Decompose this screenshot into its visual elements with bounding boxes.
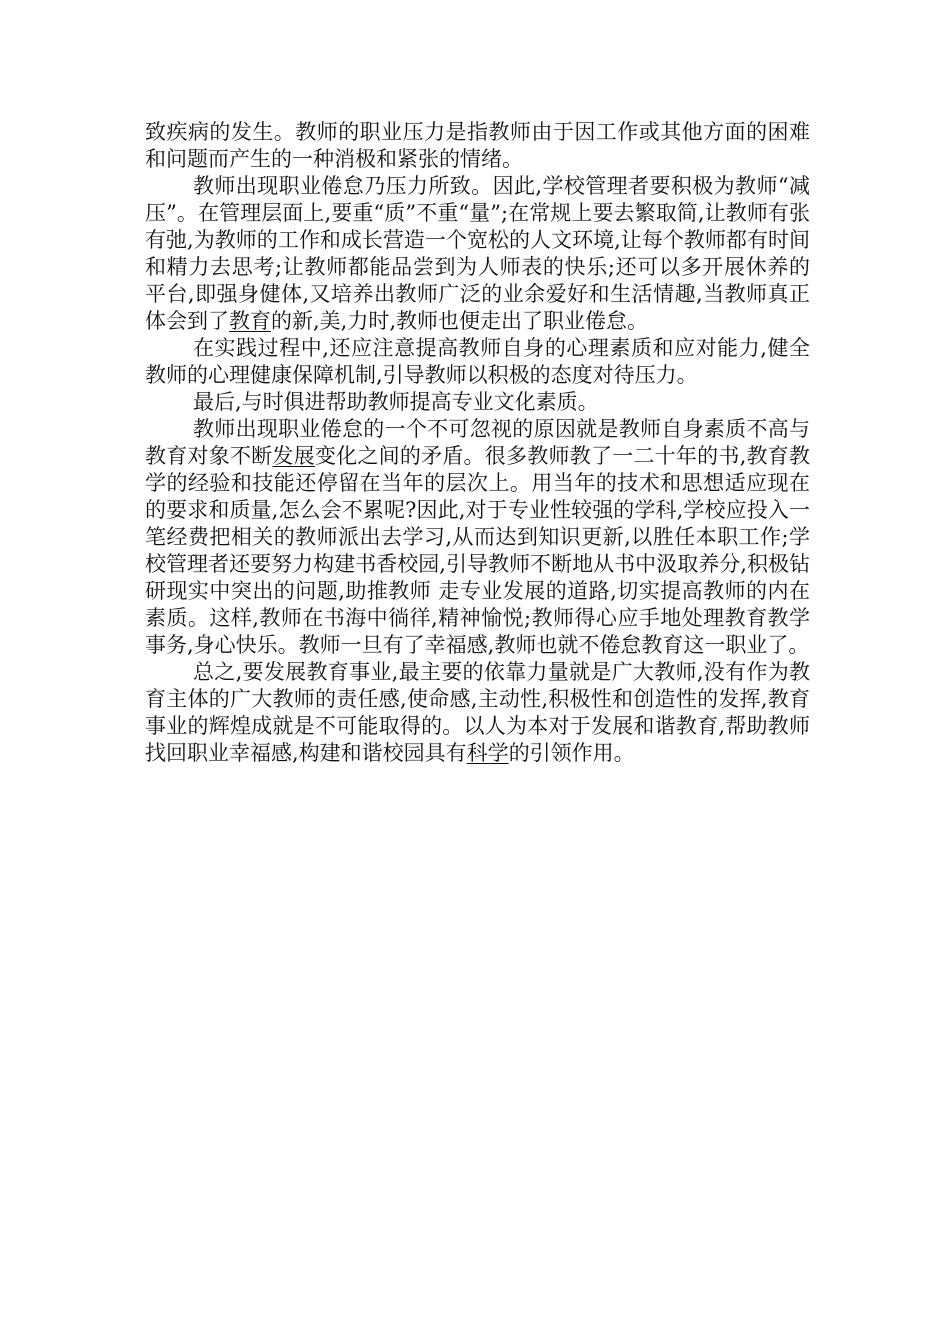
paragraph-6 — [145, 659, 810, 767]
paragraph-5 — [145, 416, 810, 659]
paragraph-2-text-b: 的新,美,力时,教师也便走出了职业倦怠。 — [271, 309, 649, 333]
link-fazhan[interactable]: 发展 — [272, 444, 315, 468]
link-kexue[interactable]: 科学 — [466, 741, 509, 765]
paragraph-3: 在实践过程中,还应注意提高教师自身的心理素质和应对能力,健全教师的心理健康保障机制,引导教师以积极的态度对待压力。 — [145, 336, 810, 387]
paragraph-5-text-b: 变化之间的矛盾。很多教师教了一二十年的书,教育教学的经验和技能还停留在当年的层次上。用当年的技术和思想适应现在的要求和质量,怎么会不累呢?因此,对于专业性较强的学科,学校应投入一笔经费把相关的教师派出去学习,从而达到知识更新,以胜任本职工作;学校管理者还要努力构建书香校园,引导教师不断地从书中汲取养分,积极钻研现实中突出的问题,助推教师 走专业发展的道路,切实提高教师的内在素质。这样,教师在书海中徜徉,精神愉悦;教师得心应手地处理教育教学事务,身心快乐。教师一旦有了幸福感,教师也就不倦怠教育这一职业了。 — [145, 444, 811, 657]
paragraph-1: 致疾病的发生。教师的职业压力是指教师由于因工作或其他方面的困难和问题而产生的一种消极和紧张的情绪。 — [145, 120, 810, 171]
paragraph-2 — [145, 173, 810, 335]
paragraph-6-text-b: 的引领作用。 — [508, 741, 635, 765]
link-jiaoyu[interactable]: 教育 — [229, 309, 271, 333]
paragraph-4: 最后,与时俱进帮助教师提高专业文化素质。 — [193, 390, 599, 414]
document-page — [145, 119, 810, 767]
paragraph-5-text-a: 教师出现职业倦怠的一个不可忽视的原因就是教师自身素质不高与教育对象不断 — [145, 417, 810, 468]
paragraph-2-text-a: 教师出现职业倦怠乃压力所致。因此,学校管理者要积极为教师“减压”。在管理层面上,要重“质”不重“量”;在常规上要去繁取简,让教师有张有弛,为教师的工作和成长营造一个宽松的人文环境,让每个教师都有时间和精力去思考;让教师都能品尝到为人师表的快乐;还可以多开展休养的平台,即强身健体,又培养出教师广泛的业余爱好和生活情趣,当教师真正体会到了 — [145, 174, 810, 333]
paragraph-6-text-a: 总之,要发展教育事业,最主要的依靠力量就是广大教师,没有作为教育主体的广大教师的责任感,使命感,主动性,积极性和创造性的发挥,教育事业的辉煌成就是不可能取得的。以人为本对于发展和谐教育,帮助教师找回职业幸福感,构建和谐校园具有 — [145, 660, 810, 765]
